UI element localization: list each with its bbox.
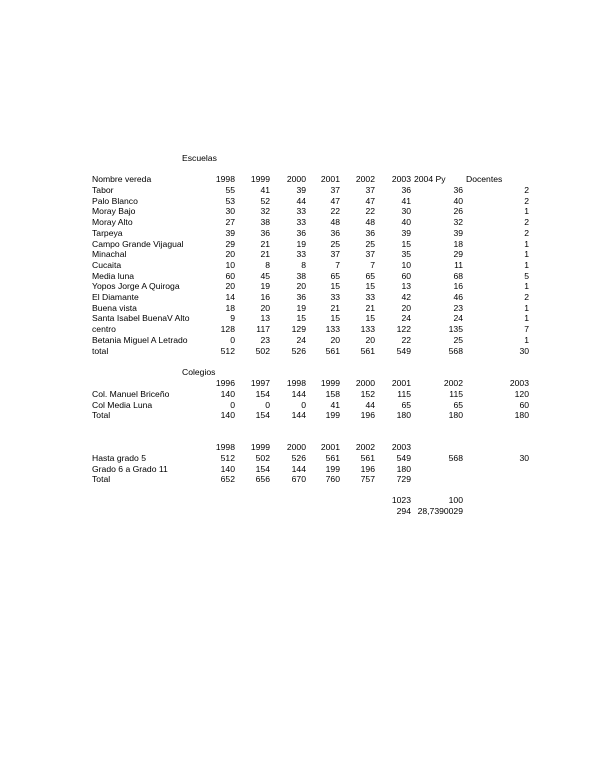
colegios-title: Colegios (182, 367, 216, 377)
cell-value: 129 (291, 324, 306, 335)
cell-value: 180 (448, 410, 463, 421)
cell-value: 15 (330, 313, 340, 324)
cell-value: 117 (256, 324, 270, 335)
cell-value: 180 (514, 410, 529, 421)
cell-value: 20 (401, 302, 411, 313)
cell-value: 1 (524, 281, 529, 292)
cell-value: 23 (453, 302, 463, 313)
cell-value: 133 (360, 324, 375, 335)
cell-value: 40 (453, 195, 463, 206)
col-header-year: 2001 (391, 378, 411, 388)
cell-value: 15 (330, 281, 340, 292)
cell-value: 21 (365, 302, 375, 313)
col-header-year: 2001 (320, 174, 340, 184)
cell-value: 115 (397, 389, 411, 399)
cell-value: 115 (449, 389, 463, 399)
vereda-name: El Diamante (92, 292, 139, 302)
cell-value: 1 (524, 249, 529, 260)
col-header-year: 1999 (250, 174, 270, 184)
cell-value: 1 (524, 313, 529, 324)
cell-value: 1 (524, 238, 529, 249)
cell-value: 502 (255, 453, 270, 463)
cell-value: 9 (230, 313, 235, 324)
cell-value: 729 (396, 474, 411, 485)
cell-value: 65 (453, 399, 463, 410)
cell-value: 41 (330, 399, 340, 410)
vereda-name: Media luna (92, 270, 135, 281)
col-header-nombre-vereda: Nombre vereda (92, 174, 152, 184)
vereda-name: Tarpeya (92, 227, 123, 238)
cell-value: 144 (291, 389, 306, 399)
cell-value: 29 (225, 238, 235, 249)
cell-value: 199 (325, 410, 340, 421)
cell-value: 47 (365, 195, 375, 206)
cell-value: 1 (524, 334, 529, 345)
cell-value: 30 (519, 345, 529, 356)
vereda-name: Buena vista (92, 302, 137, 313)
cell-value: 18 (225, 302, 235, 313)
cell-value: 561 (360, 453, 375, 463)
cell-value: 757 (360, 474, 375, 485)
cell-value: 19 (296, 302, 306, 313)
cell-value: 41 (401, 195, 411, 206)
colegio-name: Col. Manuel Briceño (92, 389, 170, 399)
cell-value: 30 (401, 206, 411, 217)
cell-value: 196 (360, 463, 375, 474)
colegio-name: Total (92, 410, 111, 421)
extra-value: 100 (448, 495, 463, 505)
cell-value: 154 (255, 389, 270, 399)
col-header-year: 1998 (286, 378, 306, 388)
col-header-year: 2003 (391, 442, 411, 452)
cell-value: 1 (524, 259, 529, 270)
col-header-year: 1998 (215, 442, 235, 452)
cell-value: 38 (296, 270, 306, 281)
cell-value: 152 (360, 389, 375, 399)
col-header-year: 2000 (286, 174, 306, 184)
cell-value: 42 (401, 292, 411, 302)
cell-value: 30 (225, 206, 235, 217)
cell-value: 549 (396, 453, 411, 463)
cell-value: 2 (524, 227, 529, 238)
cell-value: 670 (291, 474, 306, 485)
cell-value: 656 (255, 474, 270, 485)
extra-value: 294 (396, 506, 411, 516)
cell-value: 144 (291, 410, 306, 421)
vereda-name: Moray Bajo (92, 206, 136, 217)
cell-value: 1 (524, 302, 529, 313)
col-header-year: 2002 (355, 174, 375, 184)
col-header-year: 2000 (355, 378, 375, 388)
cell-value: 199 (325, 463, 340, 474)
cell-value: 33 (296, 206, 306, 217)
cell-value: 38 (260, 217, 270, 228)
cell-value: 36 (296, 292, 306, 302)
cell-value: 10 (225, 259, 235, 270)
cell-value: 122 (396, 324, 411, 335)
cell-value: 2 (524, 195, 529, 206)
cell-value: 5 (524, 270, 529, 281)
cell-value: 36 (365, 227, 375, 238)
resumen-row-name: Total (92, 474, 111, 485)
cell-value: 36 (260, 227, 270, 238)
col-header-year: 1999 (320, 378, 340, 388)
cell-value: 36 (296, 227, 306, 238)
cell-value: 30 (519, 453, 529, 463)
cell-value: 15 (365, 281, 375, 292)
col-header-year: 2002 (355, 442, 375, 452)
cell-value: 25 (365, 238, 375, 249)
extra-value: 28,7390029 (417, 506, 463, 516)
cell-value: 37 (330, 185, 340, 195)
cell-value: 13 (401, 281, 411, 292)
cell-value: 53 (225, 195, 235, 206)
cell-value: 144 (291, 463, 306, 474)
cell-value: 8 (301, 259, 306, 270)
cell-value: 154 (255, 463, 270, 474)
cell-value: 512 (220, 345, 235, 356)
cell-value: 561 (325, 453, 340, 463)
cell-value: 502 (255, 345, 270, 356)
cell-value: 68 (453, 270, 463, 281)
cell-value: 20 (296, 281, 306, 292)
cell-value: 20 (225, 281, 235, 292)
cell-value: 65 (330, 270, 340, 281)
vereda-name: Santa Isabel BuenaV Alto (92, 313, 190, 324)
vereda-name: Yopos Jorge A Quiroga (92, 281, 180, 292)
cell-value: 568 (448, 453, 463, 463)
cell-value: 20 (260, 302, 270, 313)
cell-value: 48 (365, 217, 375, 228)
cell-value: 24 (401, 313, 411, 324)
colegio-name: Col Media Luna (92, 399, 153, 410)
cell-value: 25 (453, 334, 463, 345)
cell-value: 39 (296, 185, 306, 195)
cell-value: 20 (330, 334, 340, 345)
cell-value: 65 (365, 270, 375, 281)
cell-value: 60 (225, 270, 235, 281)
cell-value: 135 (448, 324, 463, 335)
cell-value: 196 (360, 410, 375, 421)
cell-value: 37 (365, 249, 375, 260)
cell-value: 158 (325, 389, 340, 399)
cell-value: 36 (453, 185, 463, 195)
cell-value: 41 (260, 185, 270, 195)
cell-value: 39 (225, 227, 235, 238)
cell-value: 568 (448, 345, 463, 356)
cell-value: 2 (524, 292, 529, 302)
escuelas-title: Escuelas (182, 153, 217, 163)
cell-value: 19 (296, 238, 306, 249)
cell-value: 512 (220, 453, 235, 463)
col-header-year: 2003 (509, 378, 529, 388)
cell-value: 60 (519, 399, 529, 410)
cell-value: 24 (296, 334, 306, 345)
cell-value: 21 (260, 238, 270, 249)
resumen-row-name: Hasta grado 5 (92, 453, 146, 463)
cell-value: 44 (365, 399, 375, 410)
cell-value: 44 (296, 195, 306, 206)
vereda-name: Betania Miguel A Letrado (92, 334, 188, 345)
cell-value: 45 (260, 270, 270, 281)
cell-value: 21 (260, 249, 270, 260)
cell-value: 180 (396, 463, 411, 474)
cell-value: 7 (335, 259, 340, 270)
cell-value: 29 (453, 249, 463, 260)
cell-value: 0 (230, 334, 235, 345)
cell-value: 561 (360, 345, 375, 356)
cell-value: 15 (401, 238, 411, 249)
cell-value: 2 (524, 217, 529, 228)
cell-value: 36 (330, 227, 340, 238)
cell-value: 140 (220, 410, 235, 421)
cell-value: 154 (255, 410, 270, 421)
cell-value: 32 (260, 206, 270, 217)
cell-value: 10 (401, 259, 411, 270)
cell-value: 36 (401, 185, 411, 195)
cell-value: 16 (453, 281, 463, 292)
cell-value: 33 (365, 292, 375, 302)
vereda-name: Cucaita (92, 259, 122, 270)
cell-value: 21 (330, 302, 340, 313)
col-header-year: 2002 (443, 378, 463, 388)
cell-value: 33 (330, 292, 340, 302)
cell-value: 23 (260, 334, 270, 345)
cell-value: 20 (365, 334, 375, 345)
cell-value: 2 (524, 185, 529, 195)
col-header-year: 2001 (320, 442, 340, 452)
cell-value: 16 (260, 292, 270, 302)
col-header-year: 2003 (391, 174, 411, 184)
vereda-name: total (92, 345, 109, 356)
cell-value: 526 (291, 345, 306, 356)
cell-value: 20 (225, 249, 235, 260)
resumen-row-name: Grado 6 a Grado 11 (92, 463, 168, 474)
cell-value: 32 (453, 217, 463, 228)
cell-value: 39 (401, 227, 411, 238)
cell-value: 37 (365, 185, 375, 195)
cell-value: 561 (325, 345, 340, 356)
cell-value: 25 (330, 238, 340, 249)
cell-value: 22 (330, 206, 340, 217)
cell-value: 55 (225, 185, 235, 195)
cell-value: 37 (330, 249, 340, 260)
cell-value: 0 (230, 399, 235, 410)
vereda-name: Campo Grande Vijagual (92, 238, 184, 249)
cell-value: 1 (524, 206, 529, 217)
cell-value: 60 (401, 270, 411, 281)
cell-value: 47 (330, 195, 340, 206)
cell-value: 652 (220, 474, 235, 485)
cell-value: 8 (265, 259, 270, 270)
cell-value: 27 (225, 217, 235, 228)
cell-value: 549 (396, 345, 411, 356)
cell-value: 128 (220, 324, 235, 335)
cell-value: 15 (296, 313, 306, 324)
cell-value: 26 (453, 206, 463, 217)
col-header-docentes: Docentes (466, 174, 503, 184)
cell-value: 19 (260, 281, 270, 292)
vereda-name: Tabor (92, 185, 114, 195)
vereda-name: Palo Blanco (92, 195, 138, 206)
vereda-name: centro (92, 324, 116, 335)
vereda-name: Moray Alto (92, 217, 133, 228)
cell-value: 33 (296, 217, 306, 228)
col-header-year: 2000 (286, 442, 306, 452)
col-header-year: 1999 (250, 442, 270, 452)
cell-value: 7 (524, 324, 529, 335)
cell-value: 180 (396, 410, 411, 421)
cell-value: 526 (291, 453, 306, 463)
cell-value: 65 (401, 399, 411, 410)
col-header-2004-py: 2004 Py (414, 174, 446, 184)
vereda-name: Minachal (92, 249, 127, 260)
cell-value: 133 (325, 324, 340, 335)
cell-value: 0 (265, 399, 270, 410)
cell-value: 35 (401, 249, 411, 260)
cell-value: 18 (453, 238, 463, 249)
cell-value: 760 (325, 474, 340, 485)
cell-value: 11 (454, 259, 463, 270)
cell-value: 46 (453, 292, 463, 302)
cell-value: 7 (370, 259, 375, 270)
cell-value: 39 (453, 227, 463, 238)
cell-value: 15 (365, 313, 375, 324)
col-header-year: 1998 (215, 174, 235, 184)
cell-value: 13 (260, 313, 270, 324)
cell-value: 22 (401, 334, 411, 345)
extra-value: 1023 (391, 495, 411, 505)
col-header-year: 1996 (215, 378, 235, 388)
cell-value: 140 (220, 389, 235, 399)
col-header-year: 1997 (250, 378, 270, 388)
cell-value: 0 (301, 399, 306, 410)
cell-value: 48 (330, 217, 340, 228)
cell-value: 120 (514, 389, 529, 399)
cell-value: 40 (401, 217, 411, 228)
cell-value: 33 (296, 249, 306, 260)
cell-value: 22 (365, 206, 375, 217)
cell-value: 24 (453, 313, 463, 324)
cell-value: 140 (220, 463, 235, 474)
cell-value: 52 (260, 195, 270, 206)
cell-value: 14 (225, 292, 235, 302)
